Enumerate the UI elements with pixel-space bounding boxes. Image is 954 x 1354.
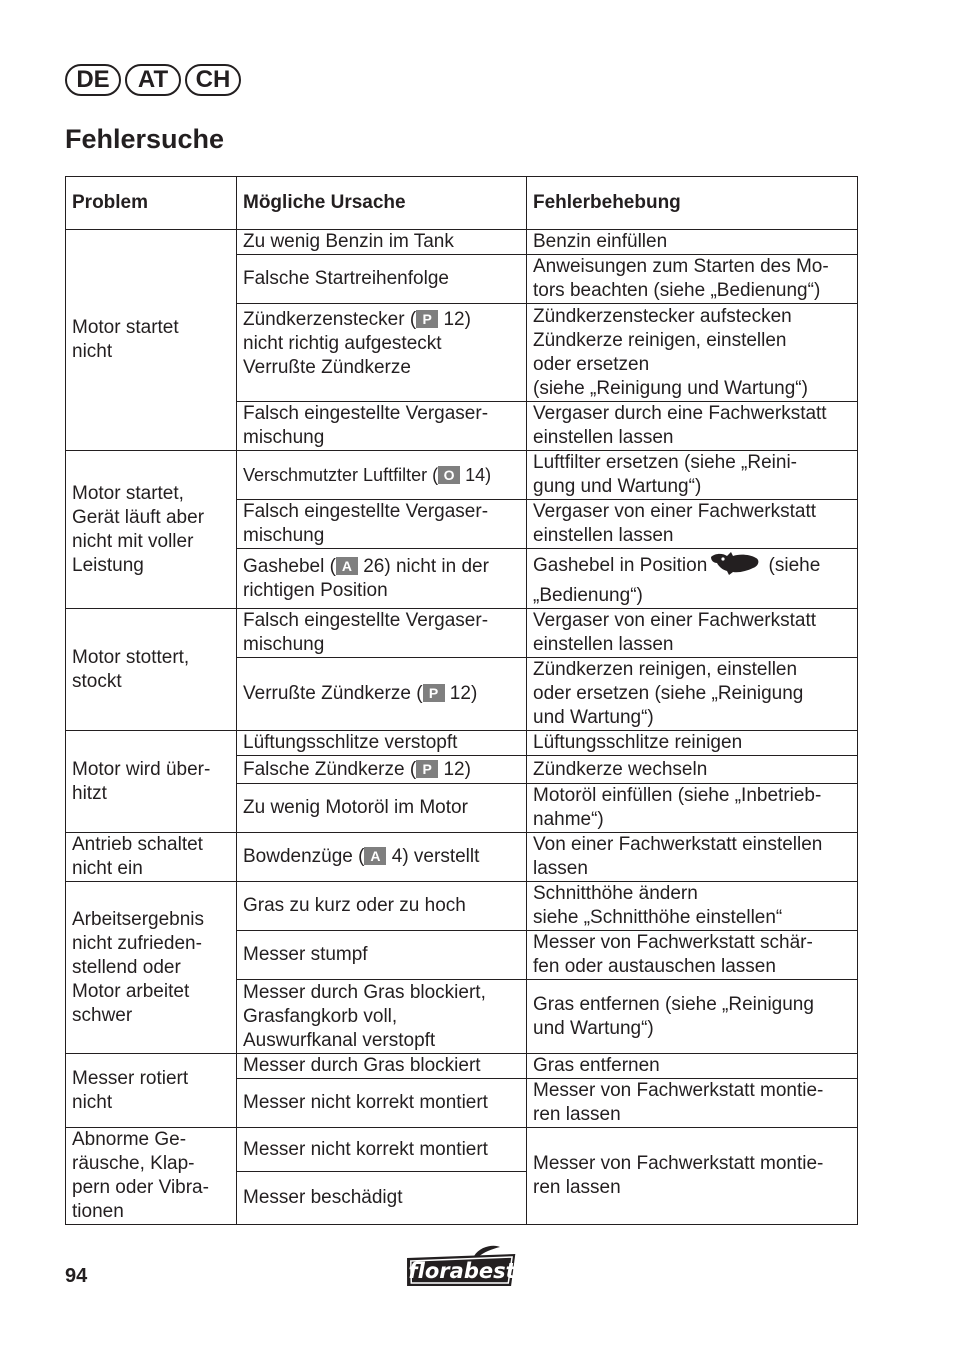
remedy-cell: Zündkerze wechseln — [527, 756, 858, 784]
remedy-cell: Schnitthöhe ändern siehe „Schnitthöhe einstellen“ — [527, 882, 858, 931]
cause-cell: Messer durch Gras blockiert — [237, 1054, 527, 1079]
cause-cell: Verschmutzter Luftfilter ( O 14) — [237, 451, 527, 500]
troubleshooting-table — [65, 176, 858, 1225]
table-row — [66, 451, 858, 500]
remedy-cell: Luftfilter ersetzen (siehe „Reini- gung und Wartung“) — [527, 451, 858, 500]
symbol-label: O — [438, 466, 460, 484]
remedy-cell: Messer von Fachwerkstatt montie- ren lassen — [527, 1079, 858, 1128]
remedy-cell: Gashebel in Position (siehe „Bedienung“) — [527, 549, 858, 609]
cause-cell: Lüftungsschlitze verstopft — [237, 731, 527, 756]
table-row — [66, 1054, 858, 1079]
remedy-cell: Vergaser durch eine Fachwerkstatt einstellen lassen — [527, 402, 858, 451]
problem-cell: Arbeitsergebnis nicht zufrieden- stellend oder Motor arbeitet schwer — [66, 882, 237, 1054]
header-problem: Problem — [66, 177, 237, 230]
country-badge-ch: CH — [185, 64, 241, 96]
header-remedy: Fehlerbehebung — [527, 177, 858, 230]
problem-cell: Motor stottert, stockt — [66, 609, 237, 731]
remedy-cell: Gras entfernen — [527, 1054, 858, 1079]
cause-cell: Falsch eingestellte Vergaser- mischung — [237, 500, 527, 549]
problem-cell: Motor startet nicht — [66, 230, 237, 451]
table-row — [66, 882, 858, 931]
cause-cell: Messer nicht korrekt montiert — [237, 1128, 527, 1172]
cause-cell: Messer stumpf — [237, 931, 527, 980]
cause-cell: Bowdenzüge ( A 4) verstellt — [237, 833, 527, 882]
cause-cell: Zu wenig Motoröl im Motor — [237, 784, 527, 833]
symbol-label: A — [364, 847, 386, 865]
table-row — [66, 731, 858, 756]
country-badge-de: DE — [65, 64, 121, 96]
cause-cell: Falsche Startreihenfolge — [237, 255, 527, 304]
cause-cell: Messer beschädigt — [237, 1172, 527, 1225]
florabest-logo — [404, 1244, 520, 1290]
table-row — [66, 609, 858, 658]
table-row — [66, 833, 858, 882]
problem-cell: Messer rotiert nicht — [66, 1054, 237, 1128]
table-row — [66, 230, 858, 255]
remedy-cell: Benzin einfüllen — [527, 230, 858, 255]
cause-cell: Falsch eingestellte Vergaser- mischung — [237, 609, 527, 658]
remedy-cell: Vergaser von einer Fachwerkstatt einstellen lassen — [527, 609, 858, 658]
problem-cell: Motor startet, Gerät läuft aber nicht mit voller Leistung — [66, 451, 237, 609]
page-number: 94 — [65, 1265, 88, 1287]
remedy-cell: Zündkerzenstecker aufstecken Zündkerze reinigen, einstellen oder ersetzen (siehe „Reinigung und Wartung“) — [527, 304, 858, 402]
cause-cell: Messer nicht korrekt montiert — [237, 1079, 527, 1128]
remedy-cell: Von einer Fachwerkstatt einstellen lassen — [527, 833, 858, 882]
cause-cell: Verrußte Zündkerze ( P 12) — [237, 658, 527, 731]
remedy-cell: Messer von Fachwerkstatt schär- fen oder austauschen lassen — [527, 931, 858, 980]
table-row — [66, 1128, 858, 1172]
hare-icon — [709, 549, 761, 584]
logo-text: florabest — [408, 1259, 516, 1283]
country-badge-at: AT — [125, 64, 181, 96]
remedy-cell: Zündkerzen reinigen, einstellen oder ersetzen (siehe „Reinigung und Wartung“) — [527, 658, 858, 731]
cause-cell: Messer durch Gras blockiert, Grasfangkorb voll, Auswurfkanal verstopft — [237, 980, 527, 1054]
problem-cell: Abnorme Ge- räusche, Klap- pern oder Vibra- tionen — [66, 1128, 237, 1225]
cause-cell: Gashebel ( A 26) nicht in der richtigen Position — [237, 549, 527, 609]
symbol-label: P — [416, 310, 438, 328]
symbol-label: P — [416, 760, 438, 778]
cause-cell: Zu wenig Benzin im Tank — [237, 230, 527, 255]
page-title: Fehlersuche — [65, 124, 225, 154]
cause-cell: Gras zu kurz oder zu hoch — [237, 882, 527, 931]
country-badges — [65, 64, 241, 96]
symbol-label: P — [423, 684, 445, 702]
cause-cell: Zündkerzenstecker ( P 12) nicht richtig aufgesteckt Verrußte Zündkerze — [237, 304, 527, 402]
table-header-row — [66, 177, 858, 230]
cause-cell: Falsch eingestellte Vergaser- mischung — [237, 402, 527, 451]
cause-cell: Falsche Zündkerze ( P 12) — [237, 756, 527, 784]
header-cause: Mögliche Ursache — [237, 177, 527, 230]
remedy-cell: Gras entfernen (siehe „Reinigung und Wartung“) — [527, 980, 858, 1054]
problem-cell: Motor wird über- hitzt — [66, 731, 237, 833]
remedy-cell: Vergaser von einer Fachwerkstatt einstellen lassen — [527, 500, 858, 549]
symbol-label: A — [336, 557, 358, 575]
problem-cell: Antrieb schaltet nicht ein — [66, 833, 237, 882]
remedy-cell: Motoröl einfüllen (siehe „Inbetrieb- nahme“) — [527, 784, 858, 833]
remedy-cell: Messer von Fachwerkstatt montie- ren lassen — [527, 1128, 858, 1225]
remedy-cell: Anweisungen zum Starten des Mo- tors beachten (siehe „Bedienung“) — [527, 255, 858, 304]
remedy-cell: Lüftungsschlitze reinigen — [527, 731, 858, 756]
